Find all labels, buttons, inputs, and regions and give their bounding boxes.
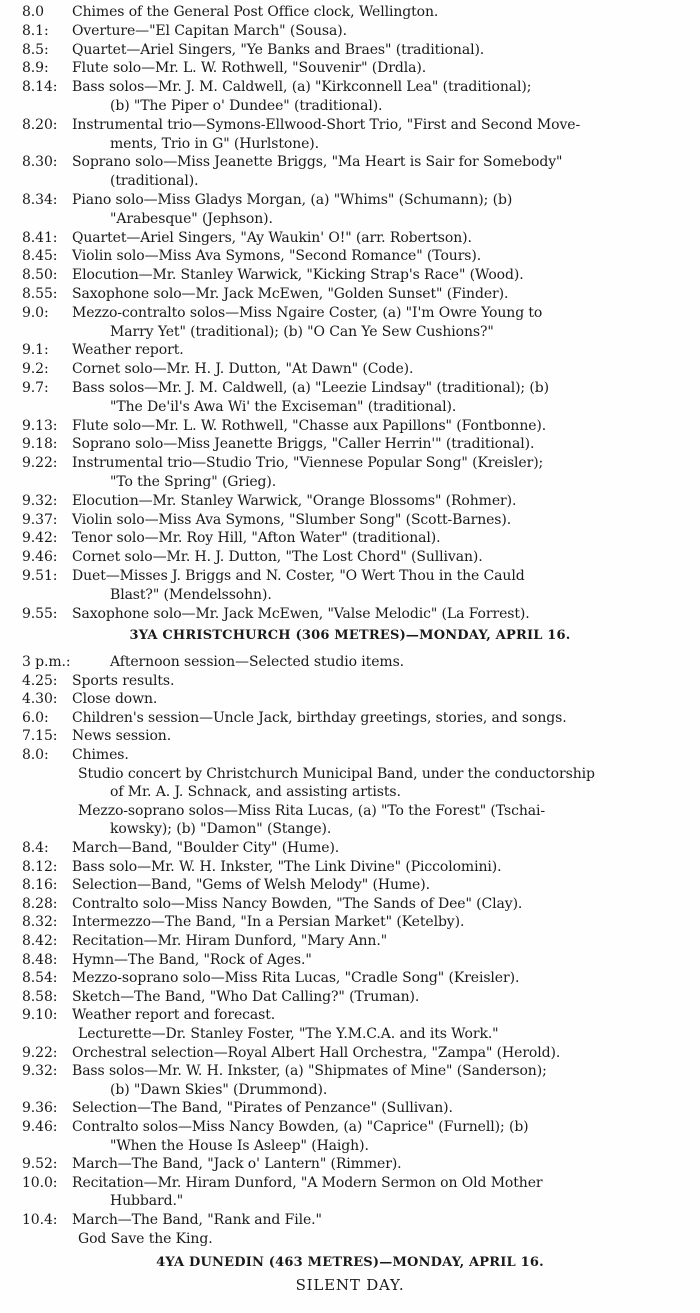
programme-line bbox=[0, 1136, 700, 1156]
programme-line bbox=[0, 96, 700, 116]
programme-item-text: Quartet—Ariel Singers, "Ay Waukin' O!" (arr. Robertson). bbox=[72, 229, 472, 246]
programme-item-text: Hymn—The Band, "Rock of Ages." bbox=[72, 951, 312, 968]
time-label: 9.2: bbox=[22, 361, 49, 378]
programme-item-text: Studio concert by Christchurch Municipal Band, under the conductorship bbox=[78, 765, 595, 782]
programme-item-text: Overture—"El Capitan March" (Sousa). bbox=[72, 22, 347, 39]
programme-item-text: Contralto solo—Miss Nancy Bowden, "The Sands of Dee" (Clay). bbox=[72, 895, 523, 912]
programme-line bbox=[0, 1061, 700, 1081]
time-label: 9.1: bbox=[22, 342, 49, 359]
programme-line bbox=[0, 171, 700, 191]
programme-line bbox=[0, 209, 700, 229]
time-label: 7.15: bbox=[22, 728, 58, 745]
programme-item-text: Bass solo—Mr. W. H. Inkster, "The Link Divine" (Piccolomini). bbox=[72, 858, 502, 875]
programme-line bbox=[0, 77, 700, 97]
time-label: 8.50: bbox=[22, 267, 58, 284]
programme-item-text: "When the House Is Asleep" (Haigh). bbox=[110, 1137, 369, 1154]
programme-line bbox=[0, 1098, 700, 1118]
programme-item-text: Close down. bbox=[72, 691, 158, 708]
programme-line bbox=[0, 265, 700, 285]
time-label: 4.25: bbox=[22, 672, 58, 689]
programme-item-text: News session. bbox=[72, 728, 172, 745]
time-label: 9.22: bbox=[22, 455, 58, 472]
programme-line bbox=[0, 1117, 700, 1137]
programme-line bbox=[0, 21, 700, 41]
time-label: 8.42: bbox=[22, 933, 58, 949]
time-label: 4.30: bbox=[22, 691, 58, 708]
programme-line bbox=[0, 875, 700, 895]
programme-item-text: (b) "The Piper o' Dundee" (traditional). bbox=[110, 98, 383, 114]
programme-line bbox=[0, 547, 700, 567]
programme-item-text: Intermezzo—The Band, "In a Persian Market" (Ketelby). bbox=[72, 914, 465, 931]
programme-item-text: Chimes. bbox=[72, 747, 129, 763]
time-label: 9.32: bbox=[22, 492, 58, 509]
programme-line bbox=[0, 726, 700, 746]
programme-item-text: Mezzo-soprano solo—Miss Rita Lucas, "Cradle Song" (Kreisler). bbox=[72, 970, 520, 987]
programme-item-text: Flute solo—Mr. L. W. Rothwell, "Souvenir" (Drdla). bbox=[72, 60, 427, 77]
time-label: 8.34: bbox=[22, 192, 58, 208]
programme-item-text: Mezzo-soprano solos—Miss Rita Lucas, (a) "To the Forest" (Tschai- bbox=[78, 802, 546, 819]
programme-item-text: "To the Spring" (Grieg). bbox=[110, 474, 277, 490]
programme-item-text: Selection—The Band, "Pirates of Penzance" (Sullivan). bbox=[72, 1100, 453, 1117]
time-label: 8.41: bbox=[22, 229, 58, 246]
programme-line bbox=[0, 1173, 700, 1193]
programme-line bbox=[0, 152, 700, 172]
programme-line bbox=[0, 968, 700, 988]
time-label: 8.5: bbox=[22, 41, 49, 58]
programme-item-text: Sports results. bbox=[72, 672, 175, 689]
programme-line bbox=[0, 708, 700, 728]
time-label: 10.0: bbox=[22, 1174, 58, 1191]
programme-item-text: Contralto solos—Miss Nancy Bowden, (a) "Caprice" (Furnell); (b) bbox=[72, 1119, 529, 1135]
programme-line bbox=[0, 510, 700, 530]
time-label: 8.12: bbox=[22, 858, 58, 875]
programme-line bbox=[0, 604, 700, 624]
time-label: 6.0: bbox=[22, 709, 49, 726]
time-label: 9.18: bbox=[22, 436, 58, 453]
programme-line bbox=[0, 838, 700, 858]
programme-item-text: Bass solos—Mr. W. H. Inkster, (a) "Shipmates of Mine" (Sanderson); bbox=[72, 1063, 547, 1080]
programme-item-text: Instrumental trio—Studio Trio, "Viennese Popular Song" (Kreisler); bbox=[72, 455, 544, 472]
programme-item-text: Blast?" (Mendelssohn). bbox=[110, 586, 272, 603]
programme-line bbox=[0, 378, 700, 398]
programme-item-text: Cornet solo—Mr. H. J. Dutton, "The Lost Chord" (Sullivan). bbox=[72, 549, 483, 566]
programme-item-text: Violin solo—Miss Ava Symons, "Second Romance" (Tours). bbox=[72, 248, 482, 265]
programme-line bbox=[0, 1005, 700, 1025]
time-label: 9.46: bbox=[22, 1119, 58, 1135]
time-label: 10.4: bbox=[22, 1212, 58, 1228]
programme-line bbox=[0, 416, 700, 436]
programme-line bbox=[0, 745, 700, 765]
programme-item-text: Recitation—Mr. Hiram Dunford, "Mary Ann." bbox=[72, 933, 388, 949]
programme-line bbox=[0, 801, 700, 821]
programme-line bbox=[0, 284, 700, 304]
programme-item-text: Bass solos—Mr. J. M. Caldwell, (a) "Leezie Lindsay" (traditional); (b) bbox=[72, 380, 549, 396]
programme-line bbox=[0, 782, 700, 802]
programme-item-text: Weather report and forecast. bbox=[72, 1007, 276, 1024]
programme-item-text: Elocution—Mr. Stanley Warwick, "Kicking Strap's Race" (Wood). bbox=[72, 267, 524, 284]
programme-line bbox=[0, 931, 700, 951]
programme-line bbox=[0, 322, 700, 342]
programme-line bbox=[0, 472, 700, 492]
programme-line bbox=[0, 1154, 700, 1174]
programme-line bbox=[0, 652, 700, 672]
programme-line bbox=[0, 1210, 700, 1230]
programme-line bbox=[0, 585, 700, 605]
time-label: 8.32: bbox=[22, 914, 58, 931]
time-label: 9.32: bbox=[22, 1063, 58, 1080]
programme-item-text: Soprano solo—Miss Jeanette Briggs, "Caller Herrin'" (traditional). bbox=[72, 436, 535, 453]
programme-line bbox=[0, 491, 700, 511]
programme-item-text: Flute solo—Mr. L. W. Rothwell, "Chasse aux Papillons" (Fontbonne). bbox=[72, 417, 547, 434]
time-label: 8.20: bbox=[22, 116, 58, 133]
programme-line bbox=[0, 303, 700, 323]
programme-item-text: Afternoon session—Selected studio items. bbox=[110, 654, 404, 670]
programme-item-text: Saxophone solo—Mr. Jack McEwen, "Golden Sunset" (Finder). bbox=[72, 286, 509, 302]
time-label: 9.37: bbox=[22, 511, 58, 528]
programme-line bbox=[0, 1024, 700, 1044]
programme-line bbox=[0, 359, 700, 379]
programme-item-text: Soprano solo—Miss Jeanette Briggs, "Ma Heart is Sair for Somebody" bbox=[72, 154, 563, 171]
programme-line bbox=[0, 1080, 700, 1100]
programme-item-text: Selection—Band, "Gems of Welsh Melody" (Hume). bbox=[72, 877, 430, 894]
programme-line bbox=[0, 912, 700, 932]
programme-item-text: Piano solo—Miss Gladys Morgan, (a) "Whims" (Schumann); (b) bbox=[72, 192, 513, 208]
programme-line bbox=[0, 134, 700, 154]
time-label: 9.7: bbox=[22, 380, 49, 396]
programme-line bbox=[0, 689, 700, 709]
programme-item-text: Children's session—Uncle Jack, birthday greetings, stories, and songs. bbox=[72, 709, 567, 726]
programme-line bbox=[0, 857, 700, 877]
time-label: 8.55: bbox=[22, 286, 58, 302]
programme-line bbox=[0, 819, 700, 839]
programme-item-text: Quartet—Ariel Singers, "Ye Banks and Braes" (traditional). bbox=[72, 41, 485, 58]
programme-line bbox=[0, 453, 700, 473]
programme-line bbox=[0, 528, 700, 548]
programme-item-text: Bass solos—Mr. J. M. Caldwell, (a) "Kirkconnell Lea" (traditional); bbox=[72, 79, 532, 96]
time-label: 9.52: bbox=[22, 1156, 58, 1173]
programme-item-text: Instrumental trio—Symons-Ellwood-Short Trio, "First and Second Move- bbox=[72, 116, 581, 133]
programme-item-text: March—The Band, "Jack o' Lantern" (Rimmer). bbox=[72, 1156, 402, 1173]
programme-line bbox=[0, 434, 700, 454]
programme-item-text: Weather report. bbox=[72, 342, 184, 359]
time-label: 9.42: bbox=[22, 530, 58, 547]
programme-item-text: Tenor solo—Mr. Roy Hill, "Afton Water" (traditional). bbox=[72, 530, 441, 547]
time-label: 8.45: bbox=[22, 248, 58, 265]
programme-line bbox=[0, 1191, 700, 1211]
programme-item-text: (traditional). bbox=[110, 173, 199, 190]
programme-item-text: Chimes of the General Post Office clock, Wellington. bbox=[72, 4, 439, 20]
time-label: 8.14: bbox=[22, 79, 58, 96]
programme-item-text: Lecturette—Dr. Stanley Foster, "The Y.M.C.A. and its Work." bbox=[78, 1026, 499, 1042]
programme-line bbox=[0, 340, 700, 360]
programme-line bbox=[0, 246, 700, 266]
time-label: 9.36: bbox=[22, 1100, 58, 1117]
programme-item-text: March—Band, "Boulder City" (Hume). bbox=[72, 840, 340, 856]
programme-line bbox=[0, 397, 700, 417]
programme-item-text: "Arabesque" (Jephson). bbox=[110, 210, 273, 227]
time-label: 8.4: bbox=[22, 840, 49, 856]
section-heading-4ya: 4YA DUNEDIN (463 METRES)—MONDAY, APRIL 16. bbox=[156, 1255, 544, 1270]
programme-item-text: ments, Trio in G" (Hurlstone). bbox=[110, 135, 320, 152]
programme-item-text: of Mr. A. J. Schnack, and assisting artists. bbox=[110, 784, 401, 801]
time-label: 8.58: bbox=[22, 988, 58, 1005]
section-heading-3ya: 3YA CHRISTCHURCH (306 METRES)—MONDAY, APRIL 16. bbox=[129, 628, 571, 643]
programme-item-text: Hubbard." bbox=[110, 1193, 184, 1210]
programme-line bbox=[0, 894, 700, 914]
time-label: 9.13: bbox=[22, 417, 58, 434]
programme-line bbox=[0, 58, 700, 78]
silent-day-note: SILENT DAY. bbox=[295, 1276, 405, 1294]
time-label: 8.28: bbox=[22, 895, 58, 912]
time-label: 8.16: bbox=[22, 877, 58, 894]
programme-item-text: Violin solo—Miss Ava Symons, "Slumber Song" (Scott-Barnes). bbox=[72, 511, 512, 528]
time-label: 8.54: bbox=[22, 970, 58, 987]
programme-item-text: "The De'il's Awa Wi' the Exciseman" (traditional). bbox=[110, 398, 457, 415]
programme-item-text: Duet—Misses J. Briggs and N. Coster, "O Wert Thou in the Cauld bbox=[72, 568, 525, 584]
time-label: 8.48: bbox=[22, 951, 58, 968]
programme-item-text: God Save the King. bbox=[78, 1230, 213, 1247]
programme-item-text: March—The Band, "Rank and File." bbox=[72, 1212, 322, 1228]
programme-line bbox=[0, 764, 700, 784]
time-label: 8.30: bbox=[22, 154, 58, 171]
time-label: 8.0 bbox=[22, 4, 44, 20]
programme-item-text: Cornet solo—Mr. H. J. Dutton, "At Dawn" (Code). bbox=[72, 361, 414, 378]
programme-item-text: Marry Yet" (traditional); (b) "O Can Ye Sew Cushions?" bbox=[110, 323, 494, 340]
programme-line bbox=[0, 190, 700, 210]
time-label: 9.0: bbox=[22, 304, 49, 321]
programme-line bbox=[0, 40, 700, 60]
programme-line bbox=[0, 950, 700, 970]
programme-item-text: Sketch—The Band, "Who Dat Calling?" (Truman). bbox=[72, 988, 420, 1005]
time-label: 9.55: bbox=[22, 605, 58, 622]
programme-line bbox=[0, 1229, 700, 1249]
programme-line bbox=[0, 671, 700, 691]
programme-line bbox=[0, 987, 700, 1007]
programme-item-text: Elocution—Mr. Stanley Warwick, "Orange Blossoms" (Rohmer). bbox=[72, 492, 517, 509]
programme-line bbox=[0, 228, 700, 248]
programme-item-text: Mezzo-contralto solos—Miss Ngaire Coster, (a) "I'm Owre Young to bbox=[72, 304, 543, 321]
time-label: 9.22: bbox=[22, 1044, 58, 1061]
programme-line bbox=[0, 1043, 700, 1063]
programme-item-text: Saxophone solo—Mr. Jack McEwen, "Valse Melodic" (La Forrest). bbox=[72, 605, 530, 622]
time-label: 8.9: bbox=[22, 60, 49, 77]
programme-item-text: (b) "Dawn Skies" (Drummond). bbox=[110, 1081, 328, 1098]
programme-line bbox=[0, 566, 700, 586]
time-label: 3 p.m.: bbox=[22, 654, 71, 670]
programme-line bbox=[0, 2, 700, 22]
programme-item-text: Recitation—Mr. Hiram Dunford, "A Modern Sermon on Old Mother bbox=[72, 1174, 543, 1191]
programme-line bbox=[0, 115, 700, 135]
time-label: 9.51: bbox=[22, 568, 58, 584]
time-label: 9.46: bbox=[22, 549, 58, 566]
time-label: 9.10: bbox=[22, 1007, 58, 1024]
time-label: 8.1: bbox=[22, 22, 49, 39]
programme-item-text: Orchestral selection—Royal Albert Hall Orchestra, "Zampa" (Herold). bbox=[72, 1044, 561, 1061]
time-label: 8.0: bbox=[22, 747, 49, 763]
programme-item-text: kowsky); (b) "Damon" (Stange). bbox=[110, 821, 332, 838]
